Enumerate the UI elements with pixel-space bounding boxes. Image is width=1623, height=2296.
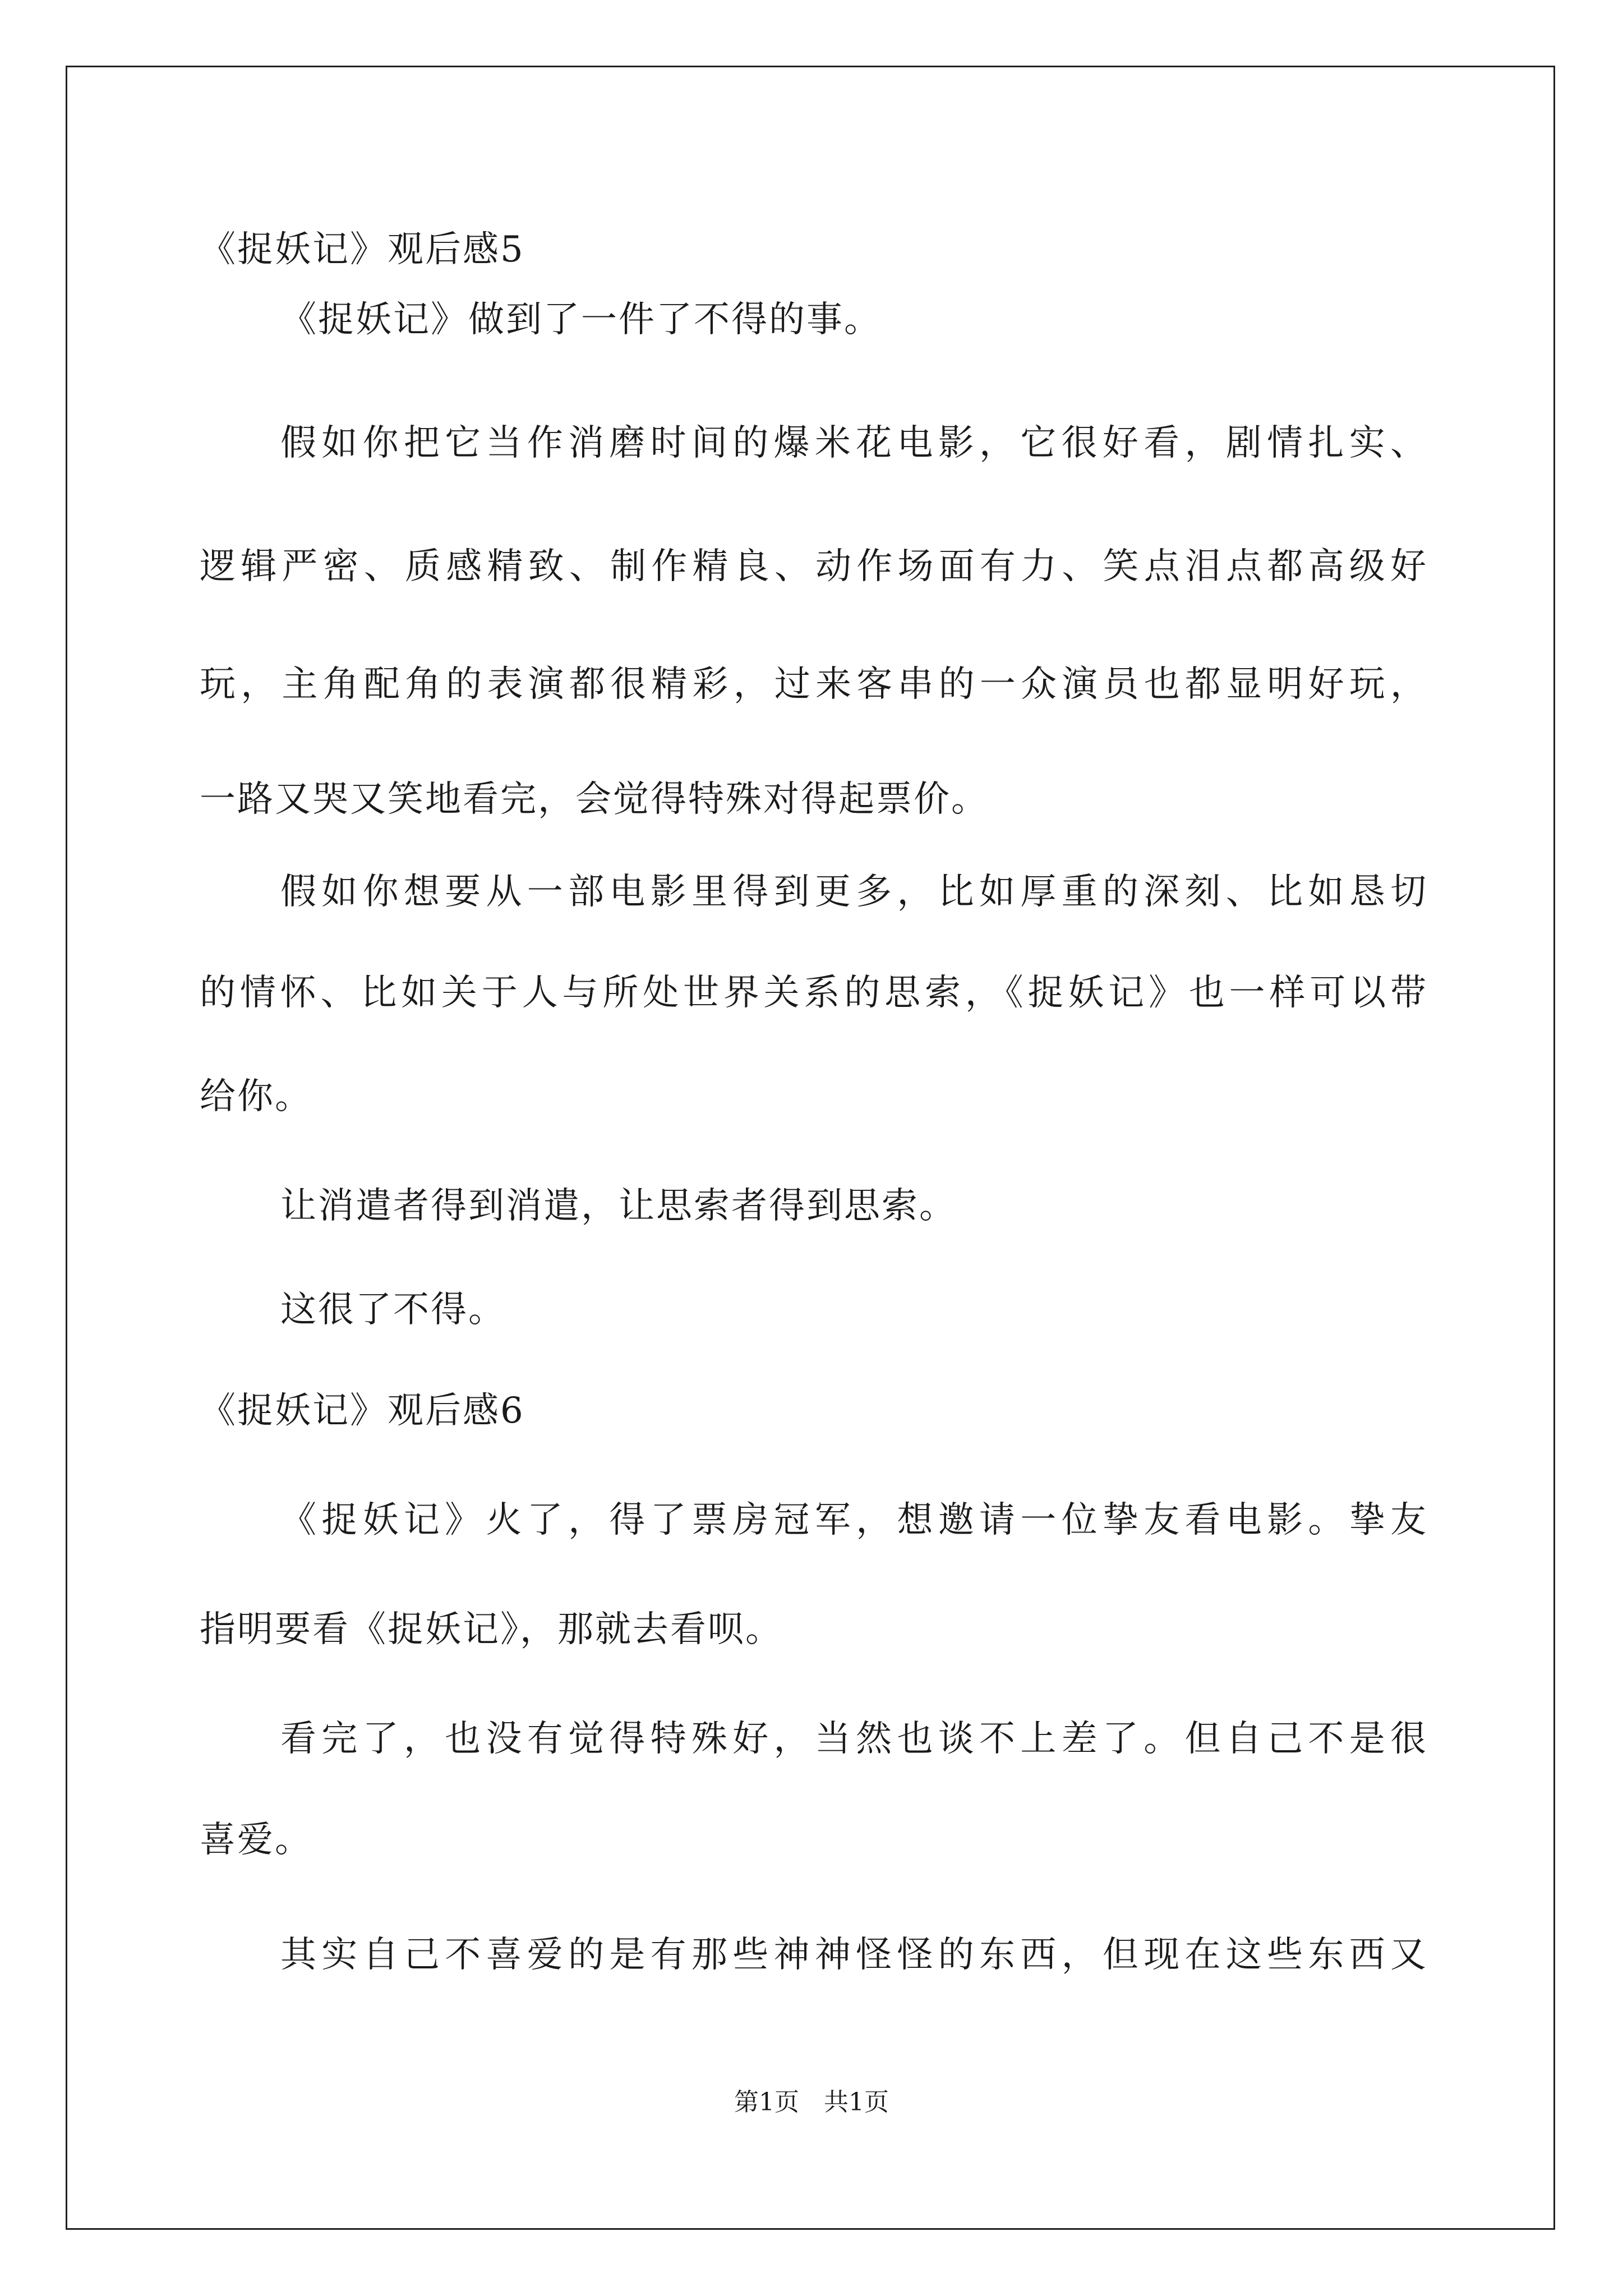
paragraph-line: 看完了，也没有觉得特殊好，当然也谈不上差了。但自己不是很 (280, 1718, 1428, 1760)
paragraph-line: 《捉妖记》火了，得了票房冠军，想邀请一位挚友看电影。挚友 (280, 1499, 1428, 1541)
paragraph-line: 的情怀、比如关于人与所处世界关系的思索，《捉妖记》也一样可以带 (200, 972, 1428, 1014)
paragraph-line: 喜爱。 (200, 1819, 312, 1861)
paragraph-line: 一路又哭又笑地看完，会觉得特殊对得起票价。 (200, 779, 989, 820)
paragraph-line: 给你。 (200, 1076, 312, 1117)
paragraph-line: 《捉妖记》做到了一件了不得的事。 (280, 299, 882, 341)
paragraph-line: 让消遣者得到消遣，让思索者得到思索。 (280, 1185, 957, 1227)
paragraph-line: 这很了不得。 (280, 1289, 506, 1331)
paragraph-line: 假如你把它当作消磨时间的爆米花电影，它很好看，剧情扎实、 (280, 422, 1428, 464)
paragraph-line: 逻辑严密、质感精致、制作精良、动作场面有力、笑点泪点都高级好 (200, 546, 1428, 587)
section-heading: 《捉妖记》观后感6 (200, 1390, 525, 1432)
paragraph-line: 假如你想要从一部电影里得到更多，比如厚重的深刻、比如恳切 (280, 871, 1428, 913)
page-number-footer: 第1页 共1页 (734, 2088, 889, 2116)
page-border (66, 66, 1555, 2230)
paragraph-line: 其实自己不喜爱的是有那些神神怪怪的东西，但现在这些东西又 (280, 1934, 1428, 1976)
paragraph-line: 指明要看《捉妖记》，那就去看呗。 (200, 1609, 783, 1650)
section-heading: 《捉妖记》观后感5 (200, 229, 525, 270)
paragraph-line: 玩，主角配角的表演都很精彩，过来客串的一众演员也都显明好玩， (200, 664, 1428, 705)
